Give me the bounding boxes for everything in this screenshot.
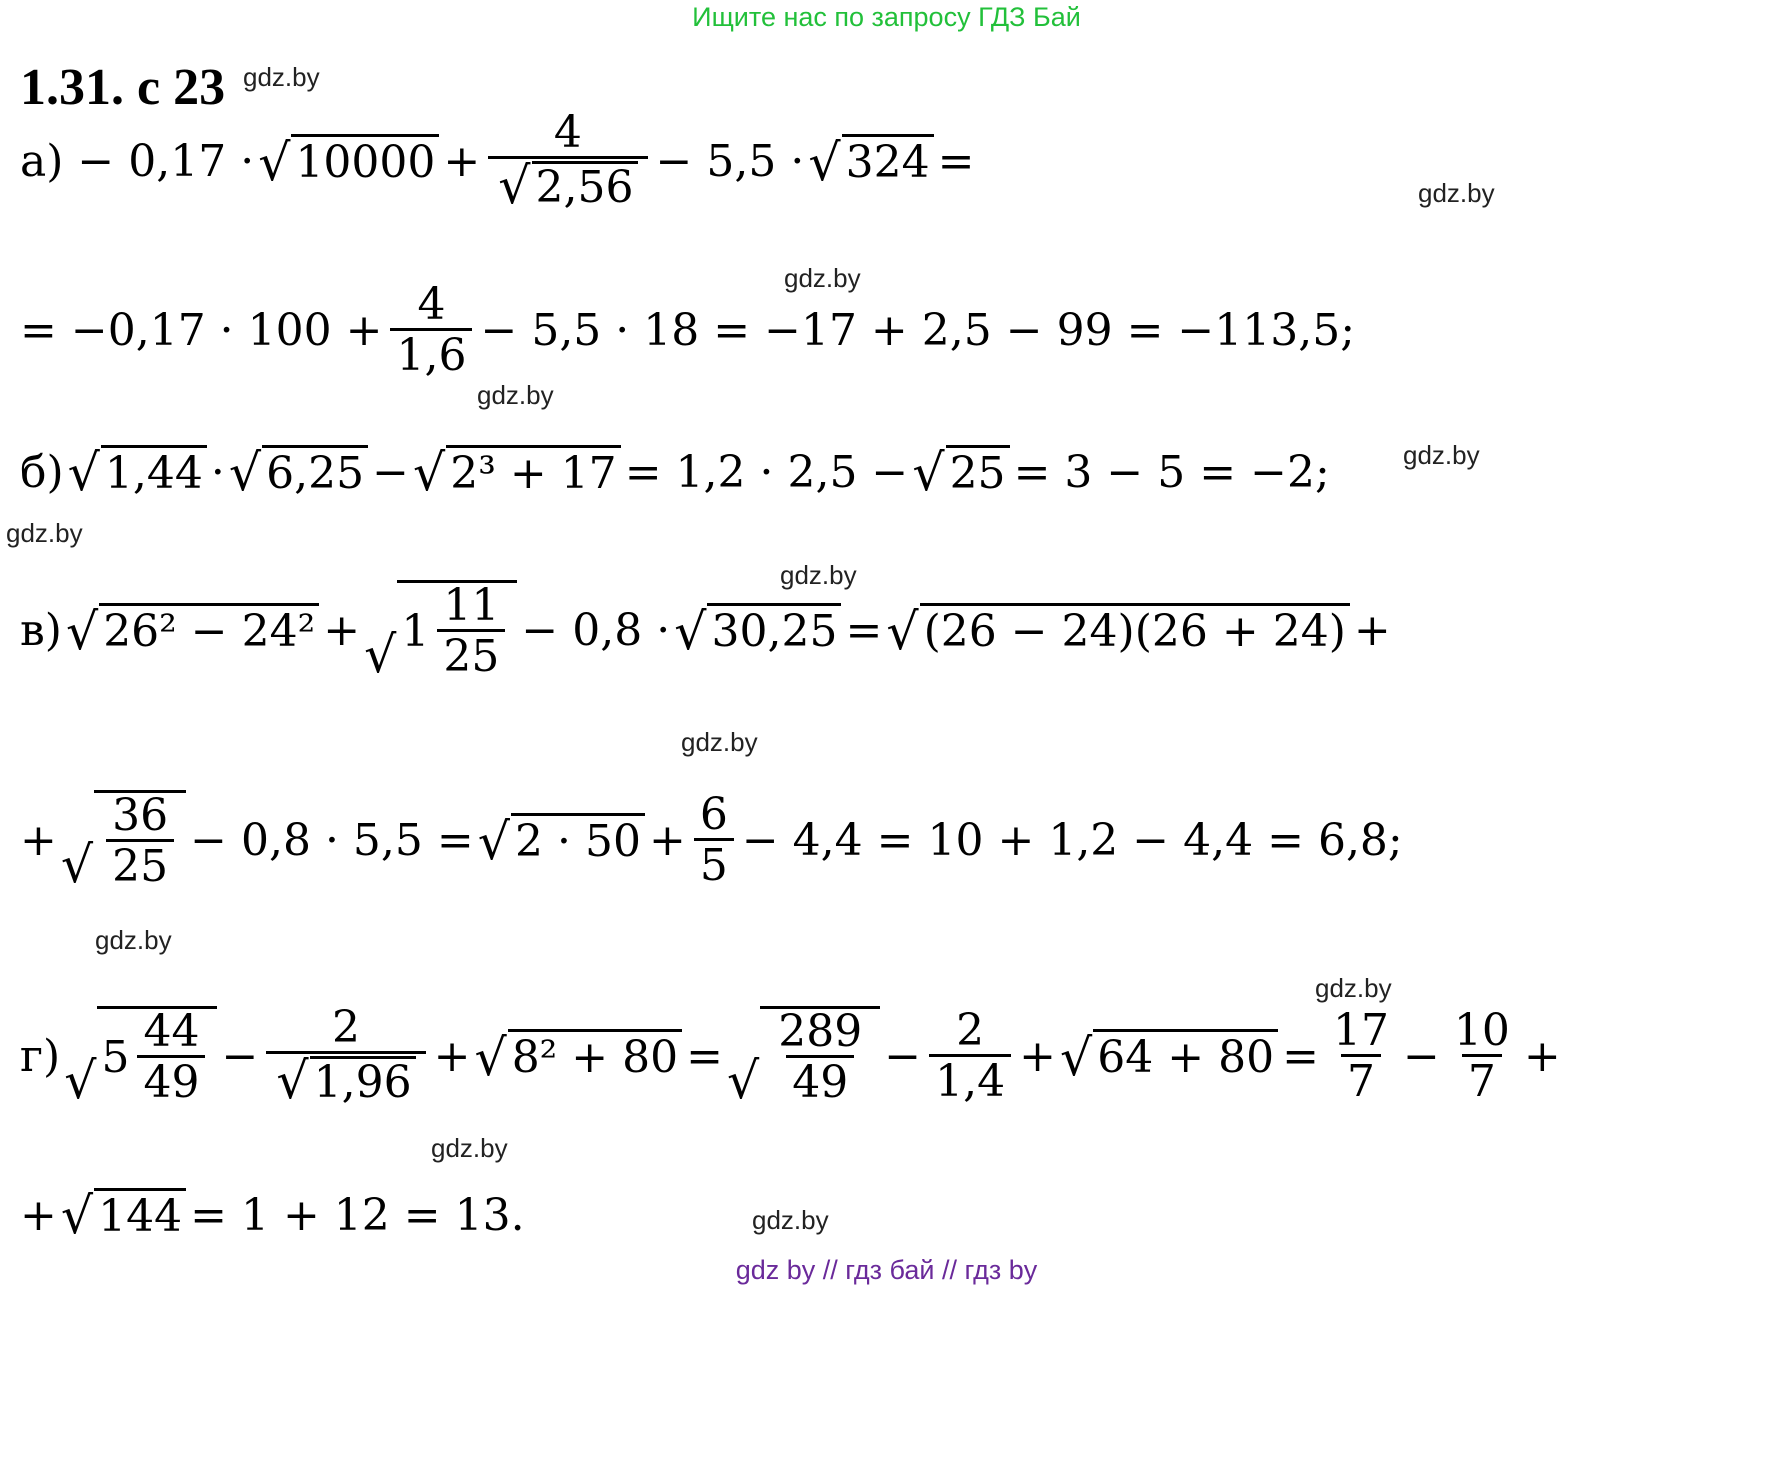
radicand: 2,56	[532, 161, 638, 212]
radicand	[94, 790, 186, 893]
radicand: 10000	[291, 134, 439, 188]
eq-text: +	[323, 604, 361, 656]
sqrt: √ 26² − 24²	[66, 603, 319, 657]
denominator: 7	[1341, 1054, 1381, 1105]
eq-text: = −0,17 · 100 +	[20, 305, 383, 357]
sqrt: √ 324	[808, 134, 933, 188]
radicand	[760, 1006, 880, 1109]
equation-v-line1	[20, 580, 1391, 684]
sqrt: √ 144	[61, 1188, 186, 1242]
sqrt: √ $\frac{36}{25}$	[61, 790, 186, 890]
watermark: gdz.by	[1418, 178, 1495, 208]
watermark: gdz.by	[752, 1205, 829, 1235]
equation-a-line2	[20, 279, 1356, 382]
watermark: gdz.by	[1403, 440, 1480, 470]
watermark: gdz.by	[780, 560, 857, 590]
sqrt: √ 10000	[258, 134, 439, 188]
numerator: 289	[778, 1006, 863, 1057]
equation-a-line1	[20, 107, 975, 216]
numerator: 4	[417, 279, 446, 330]
watermark: gdz.by	[477, 380, 554, 410]
fraction	[488, 107, 647, 216]
eq-text: =	[845, 604, 883, 656]
fraction	[1327, 1004, 1395, 1107]
equation-g-line2	[20, 1186, 525, 1246]
eq-text: − 4,4 = 10 + 1,2 − 4,4 = 6,8;	[741, 814, 1403, 866]
eq-text: − 5,5 ·	[655, 135, 805, 187]
radicand: 26² − 24²	[99, 603, 319, 657]
sqrt: √ 1 $\frac{11}{25}$	[364, 580, 517, 680]
denominator: 25	[106, 839, 174, 890]
watermark: gdz.by	[681, 727, 758, 757]
denominator: 7	[1462, 1054, 1502, 1105]
eq-text: − 0,8 ·	[521, 604, 671, 656]
denominator: 49	[137, 1055, 205, 1106]
numerator: 2	[331, 1002, 360, 1053]
eq-text: =	[1282, 1030, 1319, 1082]
sqrt: √ 30,25	[674, 603, 841, 657]
sqrt: √ 2,56	[498, 161, 637, 212]
radicand	[397, 580, 517, 683]
sqrt: √ 5 $\frac{44}{49}$	[64, 1006, 217, 1106]
eq-text: −	[372, 446, 409, 498]
numerator: 17	[1332, 1004, 1389, 1056]
watermark: gdz.by	[243, 62, 320, 92]
numerator: 36	[112, 790, 169, 841]
numerator: 11	[443, 580, 500, 631]
eq-text: +	[443, 135, 481, 187]
watermark: gdz.by	[95, 925, 172, 955]
eq-text: −	[221, 1030, 259, 1082]
radicand: 1,44	[101, 445, 207, 499]
radicand: 144	[94, 1188, 186, 1242]
radicand: 1,96	[310, 1056, 416, 1107]
eq-text: +	[433, 1030, 471, 1082]
equation-b	[20, 443, 1330, 503]
denominator: 1,6	[390, 328, 472, 379]
eq-text: г)	[20, 1030, 61, 1082]
watermark: gdz.by	[784, 263, 861, 293]
eq-text: −	[1402, 1030, 1440, 1082]
top-banner[interactable]: Ищите нас по запросу ГДЗ Бай	[692, 2, 1081, 32]
watermark: gdz.by	[6, 518, 83, 548]
eq-text: б)	[20, 446, 64, 498]
sqrt: √ 25	[912, 445, 1009, 499]
eq-text: +	[1019, 1030, 1056, 1082]
sqrt: √ $\frac{289}{49}$	[727, 1006, 880, 1106]
radicand: (26 − 24)(26 + 24)	[920, 603, 1350, 657]
fraction	[137, 1006, 205, 1109]
eq-text: = 1 + 12 = 13.	[190, 1189, 525, 1241]
sqrt: √ 2 · 50	[478, 813, 645, 867]
denominator: 5	[694, 838, 734, 889]
denominator	[266, 1051, 425, 1111]
eq-text: = 1,2 · 2,5 −	[624, 446, 909, 498]
radicand: 324	[842, 134, 934, 188]
eq-text: в)	[20, 604, 62, 656]
denominator: 49	[786, 1055, 854, 1106]
radicand: 2³ + 17	[446, 445, 620, 499]
eq-text: +	[1523, 1030, 1561, 1082]
eq-text: = 3 − 5 = −2;	[1013, 446, 1330, 498]
exercise-title: 1.31. с 23	[20, 59, 226, 116]
eq-text: − 0,8 · 5,5 =	[190, 814, 474, 866]
eq-text: +	[648, 814, 686, 866]
numerator: 6	[699, 788, 728, 840]
sqrt: √ 1,44	[68, 445, 207, 499]
fraction	[266, 1002, 425, 1111]
sqrt: √ 2³ + 17	[413, 445, 621, 499]
eq-text: =	[686, 1030, 724, 1082]
fraction	[929, 1004, 1011, 1107]
equation-g-line1	[20, 1002, 1561, 1111]
eq-text: +	[20, 1189, 57, 1241]
radicand: 6,25	[262, 445, 368, 499]
radicand: 8² + 80	[508, 1029, 682, 1083]
sqrt: √ 64 + 80	[1060, 1029, 1278, 1083]
denominator: 1,4	[929, 1054, 1011, 1105]
eq-text: ·	[210, 446, 225, 498]
radicand: 64 + 80	[1093, 1029, 1278, 1083]
watermark: gdz.by	[1315, 973, 1392, 1003]
sqrt: √ 8² + 80	[474, 1029, 682, 1083]
whole-part: 5	[101, 1032, 130, 1084]
fraction	[772, 1006, 868, 1109]
eq-text: =	[937, 135, 975, 187]
radicand	[97, 1006, 217, 1109]
radicand: 2 · 50	[511, 813, 645, 867]
fraction	[1448, 1004, 1516, 1107]
denominator	[488, 156, 647, 216]
watermark: gdz.by	[431, 1133, 508, 1163]
sqrt: √ 1,96	[276, 1056, 415, 1107]
footer-links[interactable]: gdz by // гдз бай // гдз by	[735, 1255, 1038, 1285]
eq-text: −	[884, 1030, 922, 1082]
radicand: 30,25	[707, 603, 841, 657]
fraction	[106, 790, 174, 893]
equation-v-line2	[20, 788, 1403, 894]
whole-part: 1	[401, 606, 430, 658]
fraction	[694, 788, 734, 891]
denominator: 25	[437, 629, 505, 680]
numerator: 2	[956, 1004, 985, 1056]
eq-text: +	[1353, 604, 1391, 656]
sqrt: √ 6,25	[229, 445, 368, 499]
eq-text: +	[20, 814, 57, 866]
eq-text: − 5,5 · 18 = −17 + 2,5 − 99 = −113,5;	[480, 305, 1356, 357]
numerator: 10	[1453, 1004, 1510, 1056]
sqrt: √ (26 − 24)(26 + 24)	[886, 603, 1350, 657]
fraction	[390, 279, 472, 382]
fraction	[437, 580, 505, 683]
numerator: 4	[553, 107, 582, 158]
eq-text: а) − 0,17 ·	[20, 135, 255, 187]
numerator: 44	[143, 1006, 200, 1057]
radicand: 25	[946, 445, 1010, 499]
